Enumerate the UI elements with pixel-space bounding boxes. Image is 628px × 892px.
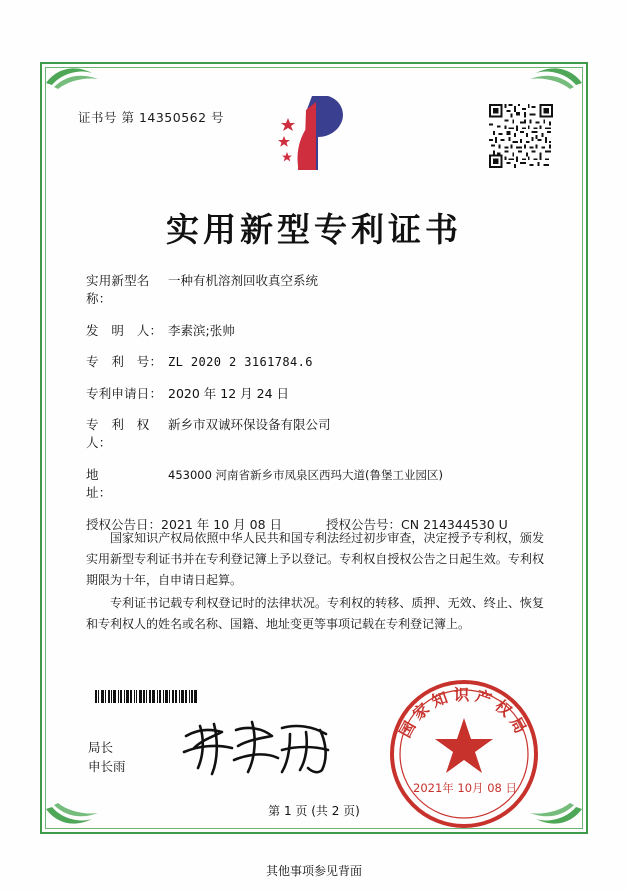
paragraph-legal-status: 专利证书记载专利权登记时的法律状况。专利权的转移、质押、无效、终止、恢复和专利权人的姓名或名称、国籍、地址变更等事项记载在专利登记簿上。 bbox=[86, 596, 544, 631]
field-label: 地 址： bbox=[86, 466, 150, 500]
field-address bbox=[86, 466, 546, 502]
corner-ornament-icon bbox=[522, 63, 582, 89]
field-inventor bbox=[86, 322, 546, 340]
field-patentee bbox=[86, 416, 546, 452]
director-signature-icon bbox=[178, 716, 342, 778]
field-label: 专利申请日： bbox=[86, 385, 163, 401]
page-indicator: 第 1 页 (共 2 页) bbox=[268, 804, 360, 818]
field-value: 李素滨;张帅 bbox=[168, 322, 235, 338]
field-label: 专 利 权 人： bbox=[86, 417, 163, 450]
field-list bbox=[86, 272, 546, 546]
svg-text:国家知识产权局: 国家知识产权局 bbox=[396, 686, 532, 741]
field-label: 发 明 人： bbox=[86, 322, 163, 338]
publication-number-label: 授权公告号： bbox=[326, 517, 402, 532]
field-value: ZL 2020 2 3161784.6 bbox=[168, 355, 313, 369]
publication-date-value: 2021 年 10 月 08 日 bbox=[161, 517, 283, 532]
field-patent-number bbox=[86, 353, 546, 371]
field-value: 一种有机溶剂回收真空系统 bbox=[168, 273, 319, 288]
field-utility-model-name bbox=[86, 272, 546, 308]
director-label: 局长 bbox=[88, 740, 114, 755]
qr-code-icon bbox=[489, 104, 553, 168]
cnipa-logo-icon bbox=[276, 92, 354, 174]
field-label: 实用新型名称： bbox=[86, 273, 150, 306]
field-application-date bbox=[86, 385, 546, 403]
page-title: 实用新型专利证书 bbox=[166, 210, 462, 249]
publication-number-value: CN 214344530 U bbox=[401, 517, 508, 532]
barcode bbox=[95, 690, 217, 703]
field-value: 453000 河南省新乡市凤泉区西玛大道(鲁堡工业园区) bbox=[168, 467, 444, 482]
director-name: 申长雨 bbox=[88, 759, 126, 774]
field-value: 新乡市双诚环保设备有限公司 bbox=[168, 417, 331, 432]
certificate-number: 证书号 第 14350562 号 bbox=[78, 110, 225, 125]
seal-date: 2021年 10月 08 日 bbox=[413, 781, 517, 795]
director-block bbox=[88, 738, 126, 776]
field-label: 专 利 号： bbox=[86, 354, 163, 369]
page-note: 其他事项参见背面 bbox=[265, 864, 362, 878]
corner-ornament-icon bbox=[46, 63, 106, 89]
body-paragraphs bbox=[86, 528, 544, 637]
field-value: 2020 年 12 月 24 日 bbox=[168, 385, 289, 401]
publication-date-label: 授权公告日： bbox=[86, 517, 162, 532]
paragraph-grant: 国家知识产权局依照中华人民共和国专利法经过初步审查，决定授予专利权，颁发实用新型专利证书并在专利登记簿上予以登记。专利权自授权公告之日起生效。专利权期限为十年，自申请日起算。 bbox=[86, 531, 544, 587]
